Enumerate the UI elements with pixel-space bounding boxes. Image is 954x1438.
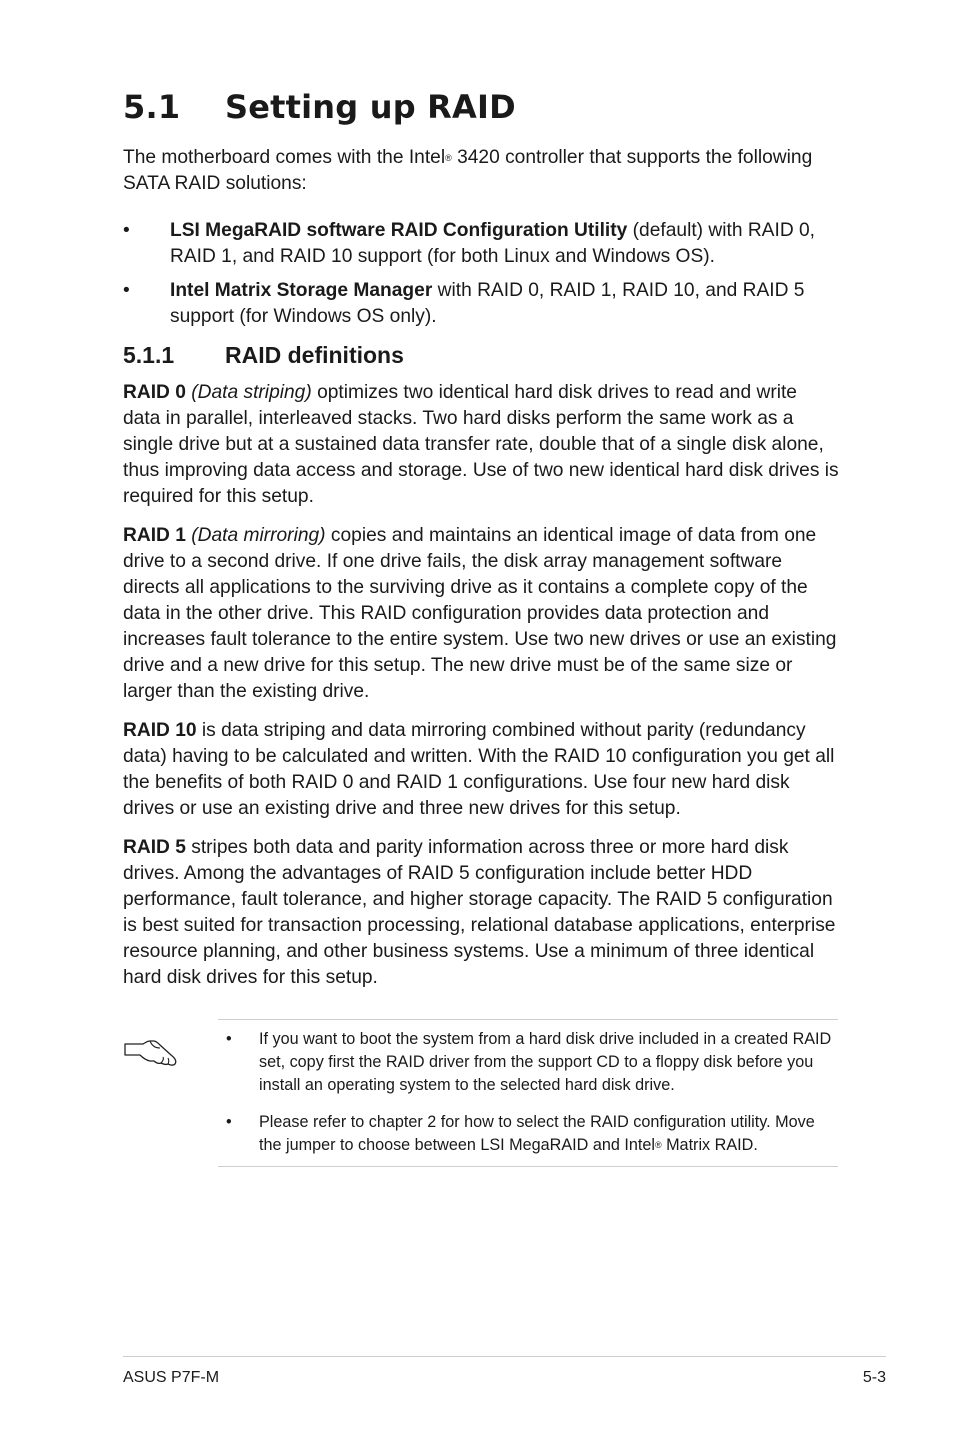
- definition-qualifier: (Data striping): [185, 382, 312, 403]
- definition-raid10: [123, 718, 839, 822]
- section-number: 5.1: [123, 88, 181, 126]
- footer-divider: [123, 1356, 886, 1357]
- definition-text: is data striping and data mirroring combined without parity (redundancy data) having to be calculated and written. With the RAID 10 configuration you get all the benefits of both RAID 0 and RAID 1 configurations. Use four new hard disk drives or use an existing drive and three new drives for this setup.: [123, 720, 835, 819]
- definition-term: RAID 5: [123, 837, 186, 858]
- registered-mark: ®: [654, 1140, 662, 1150]
- note-text-cont: Matrix RAID.: [661, 1136, 758, 1154]
- list-item: [218, 1111, 838, 1157]
- definition-text: copies and maintains an identical image of data from one drive to a second drive. If one drive fails, the disk array management software directs all applications to the surviving drive as it contains a complete copy of the data in the other drive. This RAID configuration provides data protection and increases fault tolerance to the entire system. Use two new drives or use an existing drive and a new drive for this setup. The new drive must be of the same size or larger than the existing drive.: [123, 525, 837, 702]
- raid-solutions-list: [123, 218, 839, 338]
- note-text: Please refer to chapter 2 for how to select the RAID configuration utility. Move the jumper to choose between LSI MegaRAID and Intel: [259, 1113, 815, 1154]
- definition-text: stripes both data and parity information across three or more hard disk drives. Among the advantages of RAID 5 configuration include better HDD performance, fault tolerance, and higher storage capacity. The RAID 5 configuration is best suited for transaction processing, relational database applications, enterprise resource planning, and other business systems. Use a minimum of three identical hard disk drives for this setup.: [123, 837, 836, 988]
- raid-definitions: [123, 380, 839, 1004]
- intro-text-cont: 3420 controller that supports the following SATA RAID solutions:: [123, 147, 813, 194]
- subsection-heading: [123, 342, 404, 369]
- definition-term: RAID 0: [123, 382, 186, 403]
- section-title: Setting up RAID: [225, 88, 516, 126]
- definition-raid0: [123, 380, 839, 510]
- bullet-icon: •: [226, 1030, 232, 1048]
- bullet-icon: •: [226, 1113, 232, 1131]
- intro-text: The motherboard comes with the Intel: [123, 147, 446, 168]
- definition-raid5: [123, 835, 839, 991]
- definition-qualifier: (Data mirroring): [185, 525, 326, 546]
- note-box: [218, 1019, 838, 1167]
- bullet-bold: LSI MegaRAID software RAID Configuration Utility: [170, 220, 628, 241]
- registered-mark: ®: [445, 153, 452, 163]
- note-list: [218, 1028, 838, 1171]
- page-title: [123, 88, 516, 126]
- page-number: 5-3: [862, 1369, 886, 1386]
- note-text: If you want to boot the system from a hard disk drive included in a created RAID set, copy first the RAID driver from the support CD to a floppy disk before you install an operating system to the selected hard disk drive.: [259, 1030, 832, 1094]
- bullet-text: with RAID 0, RAID 1, RAID 10, and RAID 5 support (for Windows OS only).: [170, 280, 805, 327]
- definition-term: RAID 10: [123, 720, 197, 741]
- intro-paragraph: [123, 145, 839, 197]
- bullet-icon: •: [123, 220, 130, 241]
- definition-text: optimizes two identical hard disk drives to read and write data in parallel, interleaved stacks. Two hard disks perform the same work as a single drive but at a sustained data transfer rate, double that of a single disk alone, thus improving data access and storage. Use of two new identical hard disk drives is required for this setup.: [123, 382, 839, 507]
- footer-product: ASUS P7F-M: [123, 1369, 220, 1386]
- subsection-number: 5.1.1: [123, 342, 175, 368]
- bullet-icon: •: [123, 280, 130, 301]
- list-item: [123, 218, 839, 270]
- list-item: [218, 1028, 838, 1097]
- definition-term: RAID 1: [123, 525, 186, 546]
- definition-raid1: [123, 523, 839, 705]
- bullet-bold: Intel Matrix Storage Manager: [170, 280, 433, 301]
- subsection-title: RAID definitions: [225, 342, 404, 368]
- hand-pointer-icon: [123, 1030, 179, 1068]
- bullet-text: (default) with RAID 0, RAID 1, and RAID 10 support (for both Linux and Windows OS).: [170, 220, 816, 267]
- list-item: [123, 278, 839, 330]
